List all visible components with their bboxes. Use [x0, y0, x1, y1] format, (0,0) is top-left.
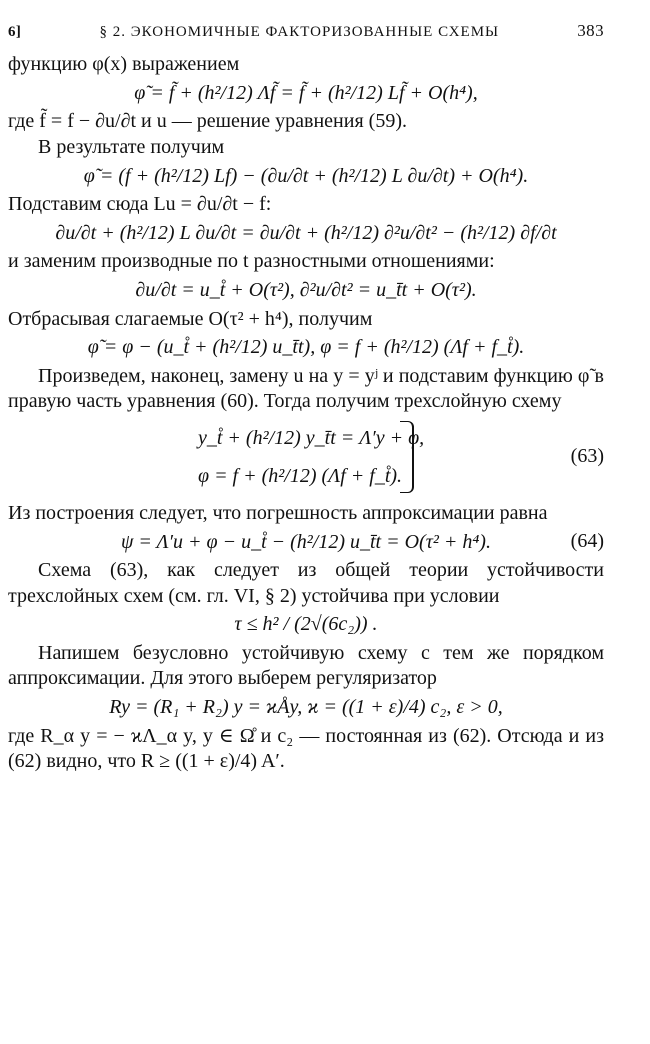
system-row-2: φ = f + (h²/12) (Λf + f_t̊).: [198, 464, 403, 487]
equation-regularizer: Ry = (R₁ + R₂) y = ϰÅy, ϰ = ((1 + ε)/4) c₂, ε > 0,: [109, 696, 503, 719]
text-line-1: функцию φ(x) выражением: [8, 53, 240, 76]
text-line-drop: Отбрасывая слагаемые O(τ² + h⁴), получим: [8, 307, 373, 330]
equation-differences: ∂u/∂t = u_t̊ + O(τ²), ∂²u/∂t² = u_t̄t + O(τ²).: [135, 278, 477, 301]
paragraph-substitution: Произведем, наконец, замену u на y = yʲ и подставим функцию φ̃ в правую часть уравнения (60). Тогда получим трехслойную схему: [8, 364, 604, 413]
running-header: [8, 20, 604, 42]
system-row-1: y_t̊ + (h²/12) y_t̄t = Λ′y + φ,: [198, 426, 425, 449]
paragraph-final: где R_α y = − ϰΛ_α y, y ∈ Ω̊ и c₂ — постоянная из (62). Отсюда и из (62) видно, что R ≥ ((1 + ε)/4) A′.: [8, 724, 604, 773]
equation-64-body: ψ = Λ′u + φ − u_t̊ − (h²/12) u_t̄t = O(τ² + h⁴).: [121, 530, 491, 553]
equation-system-63: [8, 419, 604, 497]
equation-tau-condition: τ ≤ h² / (2√(6c₂)) .: [234, 613, 378, 636]
text-line-substitute: Подставим сюда Lu = ∂u/∂t − f:: [8, 193, 272, 216]
equation-phi-final: φ̃ = φ − (u_t̊ + (h²/12) u_t̄t), φ = f + (h²/12) (Λf + f_t̊).: [87, 336, 525, 359]
book-page: [8, 20, 604, 1020]
right-brace: [400, 421, 414, 493]
text-line-replace: и заменим производные по t разностными отношениями:: [8, 250, 495, 273]
equation-phi-tilde: φ̃ = f̃ + (h²/12) Λf̃ = f̃ + (h²/12) Lf̃ + O(h⁴),: [134, 81, 478, 104]
equation-phi-expanded: φ̃ = (f + (h²/12) Lf) − (∂u/∂t + (h²/12) L ∂u/∂t) + O(h⁴).: [83, 164, 529, 187]
running-head-title: § 2. ЭКОНОМИЧНЫЕ ФАКТОРИЗОВАННЫЕ СХЕМЫ: [99, 24, 500, 40]
equation-number-64: (64): [570, 530, 604, 553]
equation-derivative: ∂u/∂t + (h²/12) L ∂u/∂t = ∂u/∂t + (h²/12) ∂²u/∂t² − (h²/12) ∂f/∂t: [55, 221, 557, 244]
paragraph-stability: Схема (63), как следует из общей теории устойчивости трехслойных схем (см. гл. VI, § 2) устойчива при условии: [8, 559, 604, 607]
equation-number-63: (63): [570, 445, 604, 468]
section-mark: 6]: [8, 24, 22, 40]
text-line-result: В результате получим: [38, 135, 225, 158]
paragraph-regularizer: Напишем безусловно устойчивую схему с тем же порядком аппроксимации. Для этого выберем регуляризатор: [8, 641, 604, 690]
text-line-where: где f̃ = f − ∂u/∂t и u — решение уравнения (59).: [8, 110, 407, 133]
page-number: 383: [577, 21, 604, 40]
equation-64: [8, 530, 604, 556]
text-line-construction: Из построения следует, что погрешность аппроксимации равна: [8, 501, 548, 524]
